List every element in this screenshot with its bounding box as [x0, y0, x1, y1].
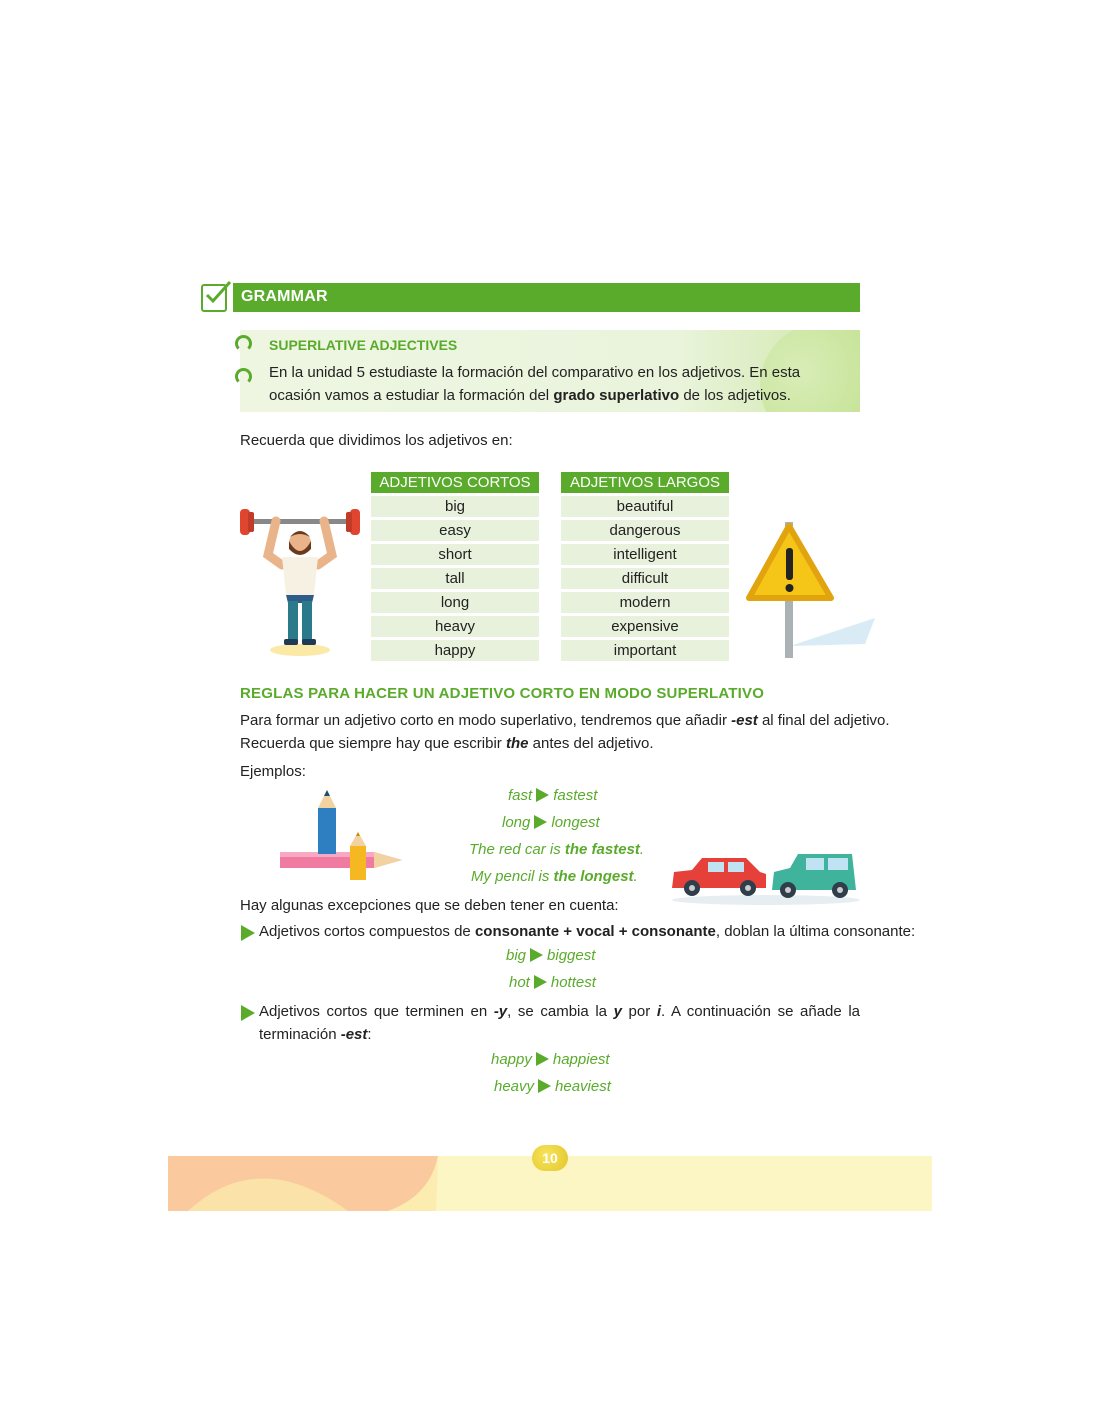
arrow-right-icon — [530, 948, 543, 962]
table-cell: tall — [371, 568, 539, 589]
ring-icon — [235, 368, 252, 385]
examples-label: Ejemplos: — [240, 763, 306, 780]
arrow-right-icon — [538, 1079, 551, 1093]
checklist-icon — [200, 279, 232, 313]
example-happy: happy happiest — [491, 1051, 610, 1068]
page-number: 10 — [532, 1145, 568, 1171]
arrow-right-icon — [536, 1052, 549, 1066]
header-title: GRAMMAR — [241, 288, 328, 305]
table-cell: difficult — [561, 568, 729, 589]
weightlifter-illustration — [238, 505, 362, 657]
table-cell: intelligent — [561, 544, 729, 565]
example-hot: hot hottest — [509, 974, 596, 991]
table-cell: beautiful — [561, 496, 729, 517]
example-fast: fast fastest — [508, 787, 598, 804]
bullet-arrow-icon — [241, 1005, 255, 1021]
exception-2-text: Adjetivos cortos que terminen en -y, se cambia la y por i. A continuación se añade la terminación -est: — [259, 1003, 861, 1043]
pencils-illustration — [278, 790, 404, 884]
short-adjectives-table — [371, 469, 539, 664]
example-heavy: heavy heaviest — [494, 1078, 611, 1095]
table-cell: dangerous — [561, 520, 729, 541]
example-sentence-1: The red car is the fastest. — [469, 841, 645, 858]
rules-line-2: Recuerda que siempre hay que escribir the antes del adjetivo. — [240, 735, 654, 752]
long-adjectives-header: ADJETIVOS LARGOS — [561, 472, 729, 493]
arrow-right-icon — [536, 788, 549, 802]
ring-icon — [235, 335, 252, 352]
exceptions-intro: Hay algunas excepciones que se deben tener en cuenta: — [240, 897, 619, 914]
table-cell: modern — [561, 592, 729, 613]
rules-title: REGLAS PARA HACER UN ADJETIVO CORTO EN MODO SUPERLATIVO — [240, 685, 765, 702]
arrow-right-icon — [534, 975, 547, 989]
bullet-arrow-icon — [241, 925, 255, 941]
arrow-right-icon — [534, 815, 547, 829]
table-cell: easy — [371, 520, 539, 541]
long-adjectives-table — [561, 469, 729, 664]
table-cell: expensive — [561, 616, 729, 637]
example-big: big biggest — [506, 947, 596, 964]
intro-title: SUPERLATIVE ADJECTIVES — [269, 337, 458, 353]
table-cell: long — [371, 592, 539, 613]
table-cell: heavy — [371, 616, 539, 637]
table-cell: happy — [371, 640, 539, 661]
short-adjectives-header: ADJETIVOS CORTOS — [371, 472, 539, 493]
example-sentence-2: My pencil is the longest. — [471, 868, 638, 885]
cars-illustration — [668, 850, 860, 906]
table-cell: big — [371, 496, 539, 517]
intro-text: En la unidad 5 estudiaste la formación del comparativo en los adjetivos. En esta ocasión vamos a estudiar la formación del grado superlativo de los adjetivos. — [269, 364, 801, 404]
table-cell: short — [371, 544, 539, 565]
warning-sign-illustration — [745, 518, 880, 660]
example-long: long longest — [502, 814, 600, 831]
rules-line-1: Para formar un adjetivo corto en modo superlativo, tendremos que añadir -est al final del adjetivo. — [240, 712, 890, 729]
exception-1-text: Adjetivos cortos compuestos de consonante + vocal + consonante, doblan la última consonante: — [259, 923, 916, 940]
recall-text: Recuerda que dividimos los adjetivos en: — [240, 432, 513, 449]
table-cell: important — [561, 640, 729, 661]
grammar-header — [233, 283, 860, 312]
